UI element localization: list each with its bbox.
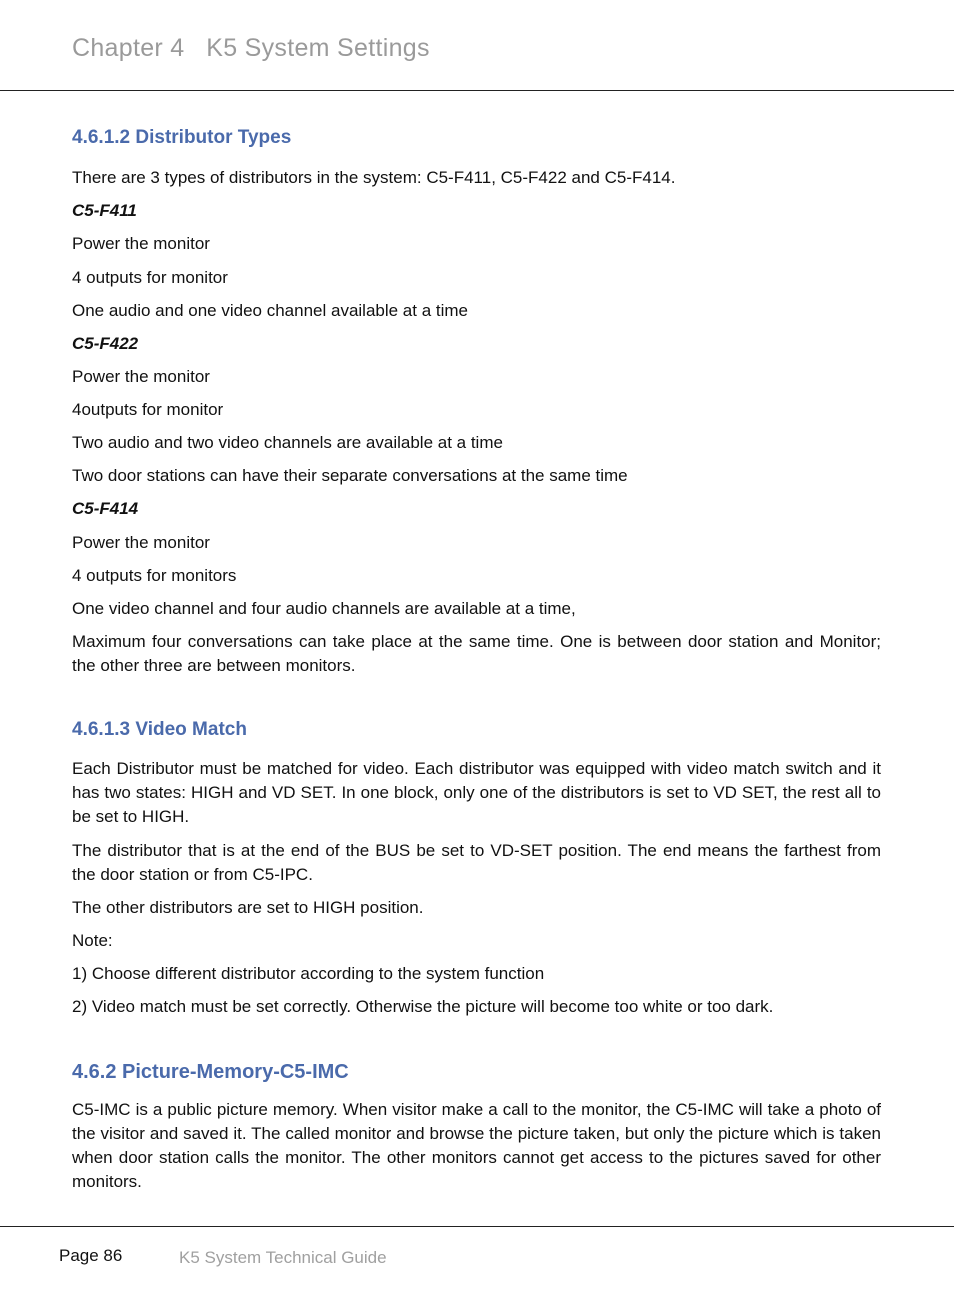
note-label: Note: xyxy=(72,931,113,950)
f411-line: One audio and one video channel available at a time xyxy=(72,301,469,320)
video-match-paragraph: Each Distributor must be matched for video. Each distributor was equipped with video match switch and it has two states: HIGH and VD SET. In one block, only one of the distributors is set to VD SET, the rest all to be set to HIGH. xyxy=(72,759,881,826)
f411-line: Power the monitor xyxy=(72,234,210,253)
f411-line: 4 outputs for monitor xyxy=(72,268,228,287)
f422-line: Power the monitor xyxy=(72,367,210,386)
section-heading-video-match: 4.6.1.3 Video Match xyxy=(72,719,247,740)
note-item: 1) Choose different distributor according to the system function xyxy=(72,964,545,983)
f422-line: Two door stations can have their separate conversations at the same time xyxy=(72,466,628,485)
f422-line: Two audio and two video channels are available at a time xyxy=(72,433,503,452)
picture-memory-paragraph: C5-IMC is a public picture memory. When visitor make a call to the monitor, the C5-IMC will take a photo of the visitor and saved it. The called monitor and browse the picture taken, but only the picture which is taken when door station calls the monitor. The other monitors cannot get access to the pictures saved for other monitors. xyxy=(72,1100,881,1191)
video-match-paragraph: The distributor that is at the end of the BUS be set to VD-SET position. The end means the farthest from the door station or from C5-IPC. xyxy=(72,841,881,884)
distributor-intro: There are 3 types of distributors in the system: C5-F411, C5-F422 and C5-F414. xyxy=(72,168,676,187)
f414-line: Power the monitor xyxy=(72,533,210,552)
header-rule xyxy=(0,90,954,91)
f414-line: Maximum four conversations can take place at the same time. One is between door station and Monitor; the other three are between monitors. xyxy=(72,632,881,675)
footer-rule xyxy=(0,1226,954,1227)
note-item: 2) Video match must be set correctly. Otherwise the picture will become too white or too dark. xyxy=(72,997,774,1016)
page-number: Page 86 xyxy=(59,1246,123,1265)
section-heading-picture-memory: 4.6.2 Picture-Memory-C5-IMC xyxy=(72,1061,349,1083)
video-match-paragraph: The other distributors are set to HIGH position. xyxy=(72,898,424,917)
page-content xyxy=(72,127,881,1194)
f414-line: One video channel and four audio channels are available at a time, xyxy=(72,599,576,618)
f422-line: 4outputs for monitor xyxy=(72,400,224,419)
chapter-header: Chapter 4 K5 System Settings xyxy=(72,34,430,62)
model-name-f422: C5-F422 xyxy=(72,334,139,353)
section-heading-distributor-types: 4.6.1.2 Distributor Types xyxy=(72,127,292,148)
f414-line: 4 outputs for monitors xyxy=(72,566,237,585)
model-name-f414: C5-F414 xyxy=(72,499,139,518)
guide-title: K5 System Technical Guide xyxy=(179,1248,387,1267)
model-name-f411: C5-F411 xyxy=(72,201,137,220)
